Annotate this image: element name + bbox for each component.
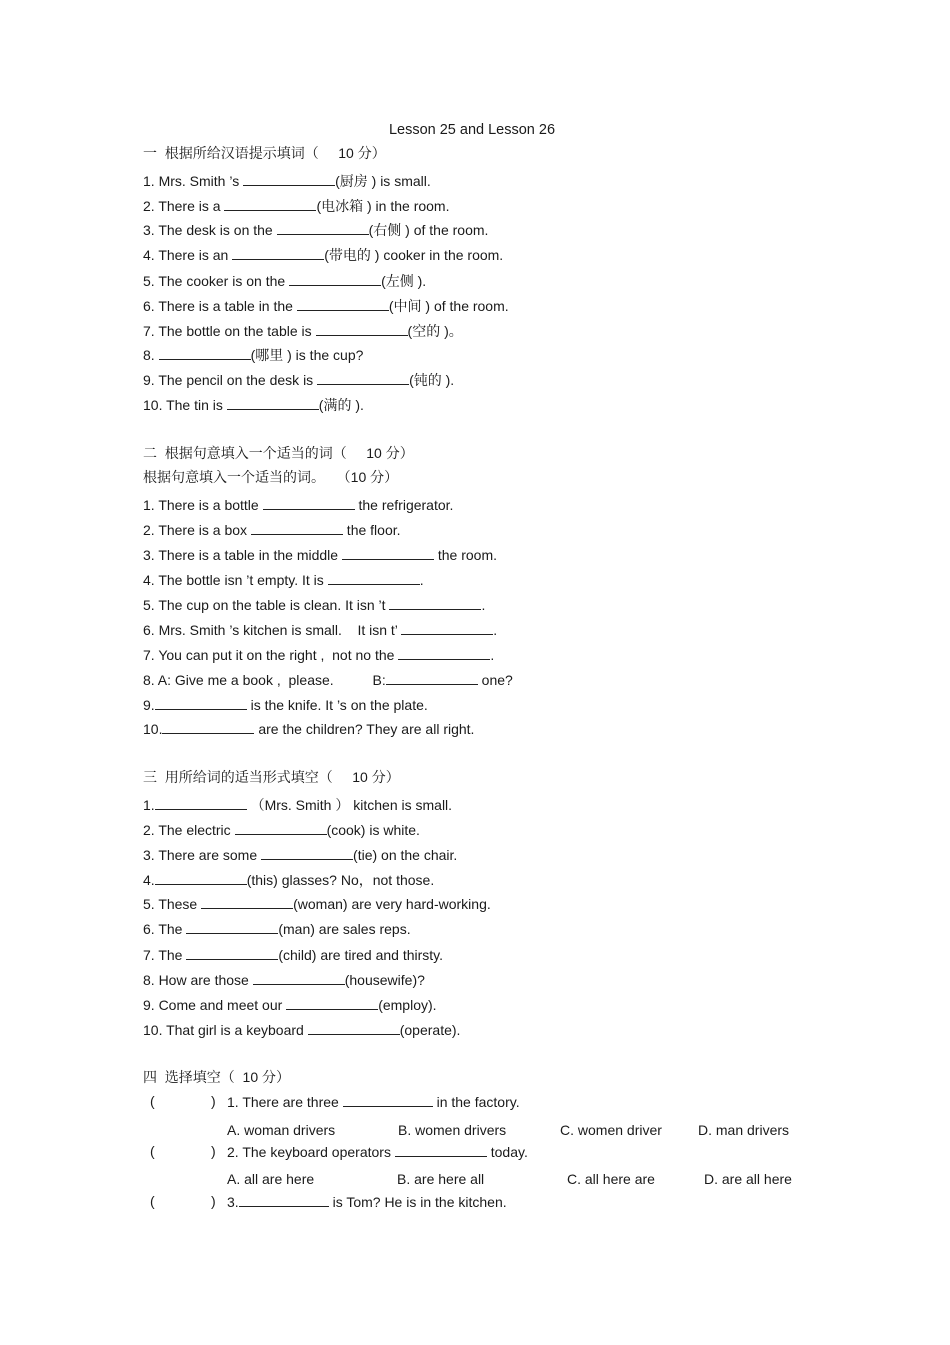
answer-blank[interactable] bbox=[232, 247, 324, 260]
answer-blank[interactable] bbox=[155, 797, 247, 810]
answer-blank[interactable] bbox=[343, 1094, 433, 1107]
section2-subheading: 根据句意填入一个适当的词。 （10 分） bbox=[143, 469, 399, 485]
answer-blank[interactable] bbox=[239, 1194, 329, 1207]
list-item: 10. That girl is a keyboard (operate). bbox=[143, 1022, 461, 1038]
answer-paren-open: ( bbox=[150, 1093, 155, 1109]
section1-heading: 一 根据所给汉语提示填词（ 10 分） bbox=[143, 145, 386, 161]
list-item: 7. The bottle on the table is (空的 )。 bbox=[143, 323, 463, 339]
answer-paren-close: ) bbox=[211, 1093, 216, 1109]
answer-blank[interactable] bbox=[401, 622, 493, 635]
section3-heading: 三 用所给词的适当形式填空（ 10 分） bbox=[143, 769, 400, 785]
choice-question: 3. is Tom? He is in the kitchen. bbox=[227, 1194, 507, 1210]
list-item: 9. is the knife. It ’s on the plate. bbox=[143, 697, 428, 713]
list-item: 3. There is a table in the middle the room. bbox=[143, 547, 497, 563]
list-item: 7. The (child) are tired and thirsty. bbox=[143, 947, 444, 963]
answer-blank[interactable] bbox=[243, 173, 335, 186]
option-d[interactable]: D. are all here bbox=[704, 1171, 792, 1187]
page-title: Lesson 25 and Lesson 26 bbox=[388, 122, 556, 138]
option-a[interactable]: A. woman drivers bbox=[227, 1122, 336, 1138]
answer-blank[interactable] bbox=[328, 572, 420, 585]
answer-blank[interactable] bbox=[155, 697, 247, 710]
answer-blank[interactable] bbox=[253, 972, 345, 985]
answer-blank[interactable] bbox=[227, 397, 319, 410]
list-item: 3. There are some (tie) on the chair. bbox=[143, 847, 458, 863]
list-item: 2. There is a box the floor. bbox=[143, 522, 401, 538]
answer-blank[interactable] bbox=[162, 721, 254, 734]
answer-blank[interactable] bbox=[186, 921, 278, 934]
option-b[interactable]: B. are here all bbox=[397, 1171, 485, 1187]
list-item: 8. How are those (housewife)? bbox=[143, 972, 425, 988]
option-b[interactable]: B. women drivers bbox=[398, 1122, 507, 1138]
answer-blank[interactable] bbox=[395, 1144, 487, 1157]
answer-blank[interactable] bbox=[316, 323, 408, 336]
answer-blank[interactable] bbox=[386, 672, 478, 685]
choice-question: 2. The keyboard operators today. bbox=[227, 1144, 528, 1160]
list-item: 6. Mrs. Smith ’s kitchen is small. It isn t’ . bbox=[143, 622, 498, 638]
list-item: 10. are the children? They are all right. bbox=[143, 721, 475, 737]
list-item: 4. There is an (带电的 ) cooker in the room. bbox=[143, 247, 504, 263]
list-item: 10. The tin is (满的 ). bbox=[143, 397, 364, 413]
answer-blank[interactable] bbox=[398, 647, 490, 660]
list-item: 4. (this) glasses? No，not those. bbox=[143, 872, 435, 888]
list-item: 5. These (woman) are very hard-working. bbox=[143, 896, 491, 912]
list-item: 6. The (man) are sales reps. bbox=[143, 921, 411, 937]
answer-blank[interactable] bbox=[186, 947, 278, 960]
list-item: 4. The bottle isn ’t empty. It is . bbox=[143, 572, 424, 588]
answer-blank[interactable] bbox=[261, 847, 353, 860]
answer-paren-close: ) bbox=[211, 1193, 216, 1209]
list-item: 9. The pencil on the desk is (钝的 ). bbox=[143, 372, 455, 388]
list-item: 1. （Mrs. Smith ） kitchen is small. bbox=[143, 797, 453, 813]
answer-blank[interactable] bbox=[308, 1022, 400, 1035]
option-a[interactable]: A. all are here bbox=[227, 1171, 315, 1187]
answer-blank[interactable] bbox=[251, 522, 343, 535]
answer-blank[interactable] bbox=[389, 597, 481, 610]
list-item: 7. You can put it on the right , not no the . bbox=[143, 647, 495, 663]
answer-blank[interactable] bbox=[159, 347, 251, 360]
list-item: 5. The cooker is on the (左侧 ). bbox=[143, 273, 427, 289]
list-item: 2. There is a (电冰箱 ) in the room. bbox=[143, 198, 450, 214]
section2-heading: 二 根据句意填入一个适当的词（ 10 分） bbox=[143, 445, 414, 461]
section4-heading: 四 选择填空（ 10 分） bbox=[143, 1069, 291, 1085]
answer-blank[interactable] bbox=[286, 997, 378, 1010]
list-item: 6. There is a table in the (中间 ) of the room. bbox=[143, 298, 509, 314]
answer-blank[interactable] bbox=[317, 372, 409, 385]
answer-paren-open: ( bbox=[150, 1193, 155, 1209]
list-item: 1. Mrs. Smith ’s (厨房 ) is small. bbox=[143, 173, 431, 189]
answer-blank[interactable] bbox=[224, 198, 316, 211]
answer-blank[interactable] bbox=[263, 497, 355, 510]
option-c[interactable]: C. all here are bbox=[567, 1171, 655, 1187]
list-item: 1. There is a bottle the refrigerator. bbox=[143, 497, 454, 513]
option-c[interactable]: C. women driver bbox=[560, 1122, 662, 1138]
option-d[interactable]: D. man drivers bbox=[698, 1122, 790, 1138]
list-item: 8. (哪里 ) is the cup? bbox=[143, 347, 364, 363]
answer-blank[interactable] bbox=[297, 298, 389, 311]
list-item: 9. Come and meet our (employ). bbox=[143, 997, 437, 1013]
answer-paren-close: ) bbox=[211, 1143, 216, 1159]
answer-blank[interactable] bbox=[289, 273, 381, 286]
answer-blank[interactable] bbox=[277, 222, 369, 235]
answer-blank[interactable] bbox=[201, 896, 293, 909]
answer-blank[interactable] bbox=[342, 547, 434, 560]
list-item: 5. The cup on the table is clean. It isn ’t . bbox=[143, 597, 486, 613]
answer-blank[interactable] bbox=[155, 872, 247, 885]
list-item: 2. The electric (cook) is white. bbox=[143, 822, 420, 838]
list-item: 8. A: Give me a book , please. B: one? bbox=[143, 672, 513, 688]
answer-paren-open: ( bbox=[150, 1143, 155, 1159]
list-item: 3. The desk is on the (右侧 ) of the room. bbox=[143, 222, 489, 238]
choice-question: 1. There are three in the factory. bbox=[227, 1094, 520, 1110]
answer-blank[interactable] bbox=[235, 822, 327, 835]
